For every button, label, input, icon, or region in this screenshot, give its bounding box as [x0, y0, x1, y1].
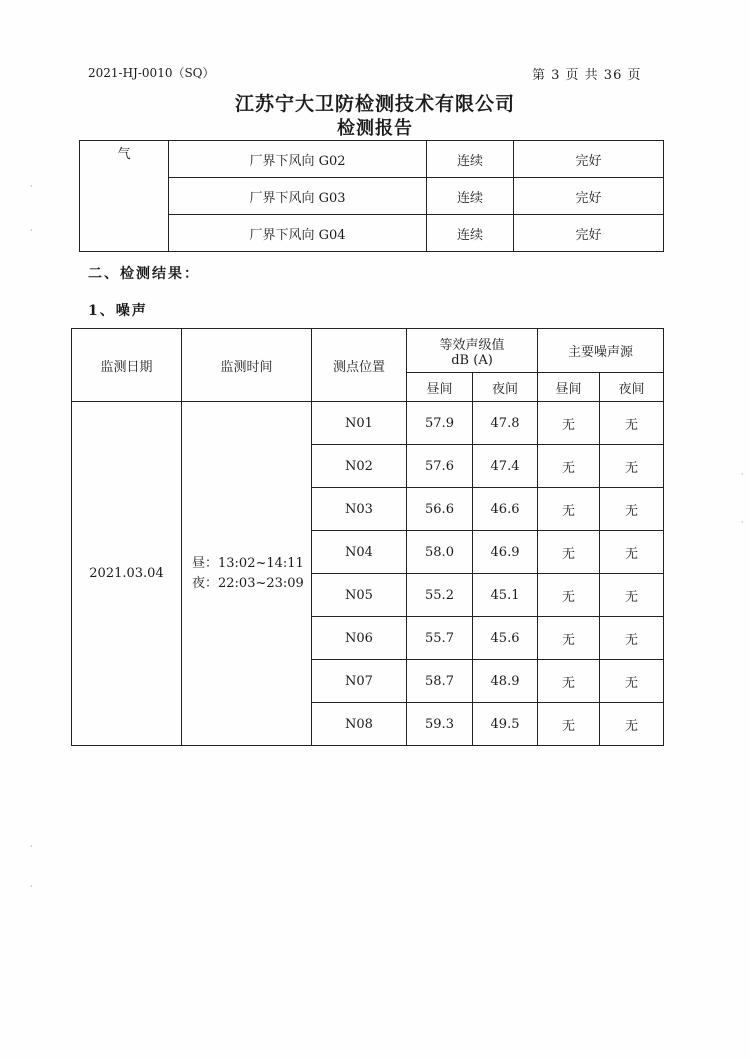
source-night-cell: 无: [600, 703, 664, 746]
point-cell: N04: [312, 531, 407, 574]
source-day-cell: 无: [538, 574, 600, 617]
point-cell: 厂界下风向 G02: [169, 141, 427, 178]
scan-speck: ·: [741, 518, 744, 527]
point-cell: N07: [312, 660, 407, 703]
source-night-cell: 无: [600, 445, 664, 488]
page-number: 第 3 页 共 36 页: [532, 68, 642, 83]
source-night-cell: 无: [600, 488, 664, 531]
leq-night-cell: 45.1: [473, 574, 538, 617]
report-title: 检测报告: [337, 118, 413, 139]
header-leq-unit: dB (A): [451, 352, 493, 368]
mode-cell: 连续: [427, 178, 514, 215]
leq-night-cell: 47.4: [473, 445, 538, 488]
point-cell: 厂界下风向 G04: [169, 215, 427, 252]
source-day-cell: 无: [538, 531, 600, 574]
sampling-table: [79, 140, 664, 252]
source-night-cell: 无: [600, 402, 664, 445]
source-night-cell: 无: [600, 574, 664, 617]
source-day-cell: 无: [538, 660, 600, 703]
header-leq-label: 等效声级值: [439, 337, 505, 353]
header-leq-day: 昼间: [407, 373, 473, 402]
table-header-row: [72, 329, 664, 373]
source-night-cell: 无: [600, 531, 664, 574]
point-cell: N06: [312, 617, 407, 660]
header-date: 监测日期: [72, 329, 182, 402]
scan-speck: ·: [30, 842, 33, 851]
source-night-cell: 无: [600, 660, 664, 703]
source-day-cell: 无: [538, 703, 600, 746]
leq-day-cell: 57.9: [407, 402, 473, 445]
header-location: 测点位置: [312, 329, 407, 402]
leq-night-cell: 45.6: [473, 617, 538, 660]
leq-day-cell: 58.0: [407, 531, 473, 574]
header-leq-night: 夜间: [473, 373, 538, 402]
point-cell: N03: [312, 488, 407, 531]
time-day: 昼：13:02~14:11: [192, 555, 304, 571]
category-cell: 气: [80, 141, 169, 252]
section-heading-results: 二、检测结果：: [88, 266, 200, 282]
point-cell: N08: [312, 703, 407, 746]
header-source: 主要噪声源: [538, 329, 664, 373]
leq-day-cell: 58.7: [407, 660, 473, 703]
source-night-cell: 无: [600, 617, 664, 660]
mode-cell: 连续: [427, 141, 514, 178]
scan-speck: ·: [741, 470, 744, 479]
leq-night-cell: 47.8: [473, 402, 538, 445]
status-cell: 完好: [514, 141, 664, 178]
time-night: 夜：22:03~23:09: [192, 575, 304, 591]
mode-cell: 连续: [427, 215, 514, 252]
source-day-cell: 无: [538, 617, 600, 660]
document-code: 2021-HJ-0010（SQ）: [88, 66, 215, 80]
leq-night-cell: 46.9: [473, 531, 538, 574]
table-row: [72, 402, 664, 445]
header-source-day: 昼间: [538, 373, 600, 402]
header-time: 监测时间: [182, 329, 312, 402]
leq-day-cell: 57.6: [407, 445, 473, 488]
header-leq: [407, 329, 538, 373]
scan-speck: ·: [30, 226, 33, 235]
source-day-cell: 无: [538, 445, 600, 488]
leq-night-cell: 46.6: [473, 488, 538, 531]
leq-day-cell: 59.3: [407, 703, 473, 746]
time-cell: [182, 402, 312, 746]
leq-night-cell: 49.5: [473, 703, 538, 746]
section-heading-noise: 1、噪声: [88, 303, 148, 319]
point-cell: N05: [312, 574, 407, 617]
header-source-night: 夜间: [600, 373, 664, 402]
leq-day-cell: 55.2: [407, 574, 473, 617]
date-cell: 2021.03.04: [72, 402, 182, 746]
noise-table: [71, 328, 664, 746]
source-day-cell: 无: [538, 488, 600, 531]
leq-night-cell: 48.9: [473, 660, 538, 703]
scan-speck: ·: [30, 182, 33, 191]
leq-day-cell: 56.6: [407, 488, 473, 531]
leq-day-cell: 55.7: [407, 617, 473, 660]
point-cell: N01: [312, 402, 407, 445]
point-cell: 厂界下风向 G03: [169, 178, 427, 215]
status-cell: 完好: [514, 178, 664, 215]
source-day-cell: 无: [538, 402, 600, 445]
table-row: [80, 141, 664, 178]
scan-speck: ·: [30, 882, 33, 891]
point-cell: N02: [312, 445, 407, 488]
company-name: 江苏宁大卫防检测技术有限公司: [234, 93, 515, 115]
status-cell: 完好: [514, 215, 664, 252]
